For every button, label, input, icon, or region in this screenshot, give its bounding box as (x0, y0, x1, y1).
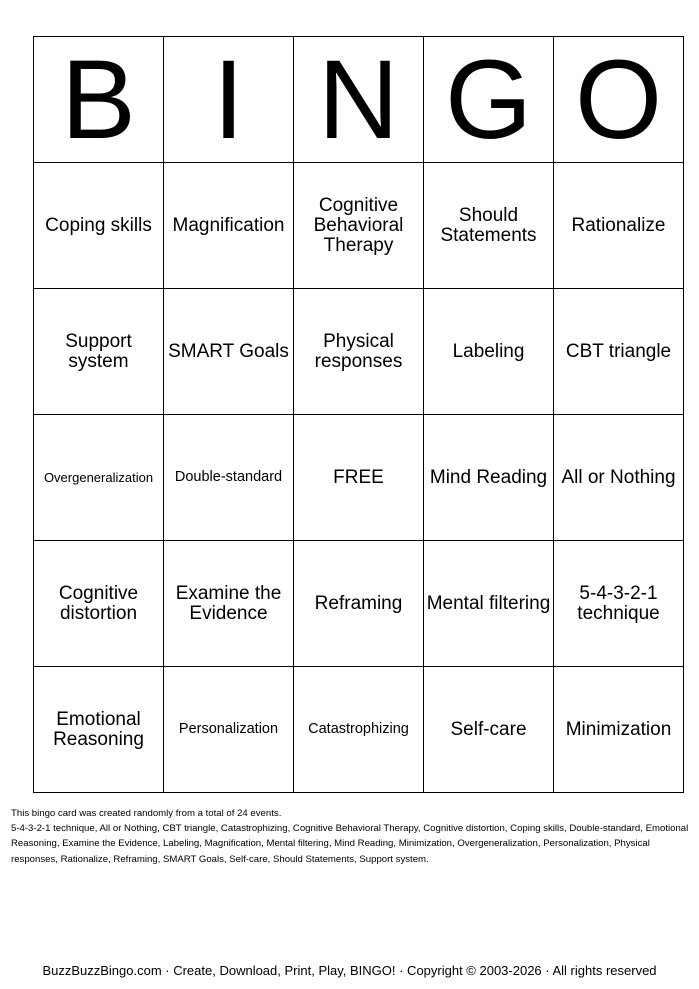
bingo-row (34, 415, 684, 541)
bingo-cell: Reframing (294, 541, 424, 667)
bingo-cell: Emotional Reasoning (34, 667, 164, 793)
bingo-cell: Self-care (424, 667, 554, 793)
bingo-row (34, 289, 684, 415)
bingo-cell: Physical responses (294, 289, 424, 415)
header-letter: N (294, 37, 424, 163)
page-footer: BuzzBuzzBingo.com · Create, Download, Print, Play, BINGO! · Copyright © 2003-2026 · All rights reserved (42, 963, 657, 978)
header-letter: O (554, 37, 684, 163)
bingo-cell: Examine the Evidence (164, 541, 294, 667)
bingo-header-row (34, 37, 684, 163)
bingo-cell: SMART Goals (164, 289, 294, 415)
bingo-card-body (34, 37, 684, 793)
bingo-cell: Labeling (424, 289, 554, 415)
bingo-cell: Cognitive distortion (34, 541, 164, 667)
bingo-cell: All or Nothing (554, 415, 684, 541)
bingo-cell: Should Statements (424, 163, 554, 289)
free-cell: FREE (294, 415, 424, 541)
header-letter: B (34, 37, 164, 163)
note-summary: This bingo card was created randomly from a total of 24 events. (11, 808, 282, 819)
bingo-cell: Mind Reading (424, 415, 554, 541)
bingo-row (34, 667, 684, 793)
note-event-list: 5-4-3-2-1 technique, All or Nothing, CBT triangle, Catastrophizing, Cognitive Behavioral Therapy, Cognitive distortion, Coping skills, Double-standard, Emotional Reasoning, Examine the Evidence, Labeling, Magnification, Mental filtering, Mind Reading, Minimization, Overgeneralization, Personalization, Physical responses, Rationalize, Reframing, SMART Goals, Self-care, Should Statements, Support system. (11, 823, 689, 865)
bingo-cell: Cognitive Behavioral Therapy (294, 163, 424, 289)
bingo-cell: Mental filtering (424, 541, 554, 667)
bingo-card (33, 36, 684, 793)
bingo-cell: Double-standard (164, 415, 294, 541)
card-note (11, 806, 691, 867)
bingo-cell: Catastrophizing (294, 667, 424, 793)
bingo-cell: Rationalize (554, 163, 684, 289)
bingo-cell: Minimization (554, 667, 684, 793)
bingo-cell: Personalization (164, 667, 294, 793)
header-letter: G (424, 37, 554, 163)
bingo-cell: Magnification (164, 163, 294, 289)
bingo-cell: 5-4-3-2-1 technique (554, 541, 684, 667)
bingo-cell: Coping skills (34, 163, 164, 289)
bingo-cell: Support system (34, 289, 164, 415)
bingo-cell: Overgeneralization (34, 415, 164, 541)
bingo-row (34, 163, 684, 289)
bingo-cell: CBT triangle (554, 289, 684, 415)
bingo-row (34, 541, 684, 667)
header-letter: I (164, 37, 294, 163)
